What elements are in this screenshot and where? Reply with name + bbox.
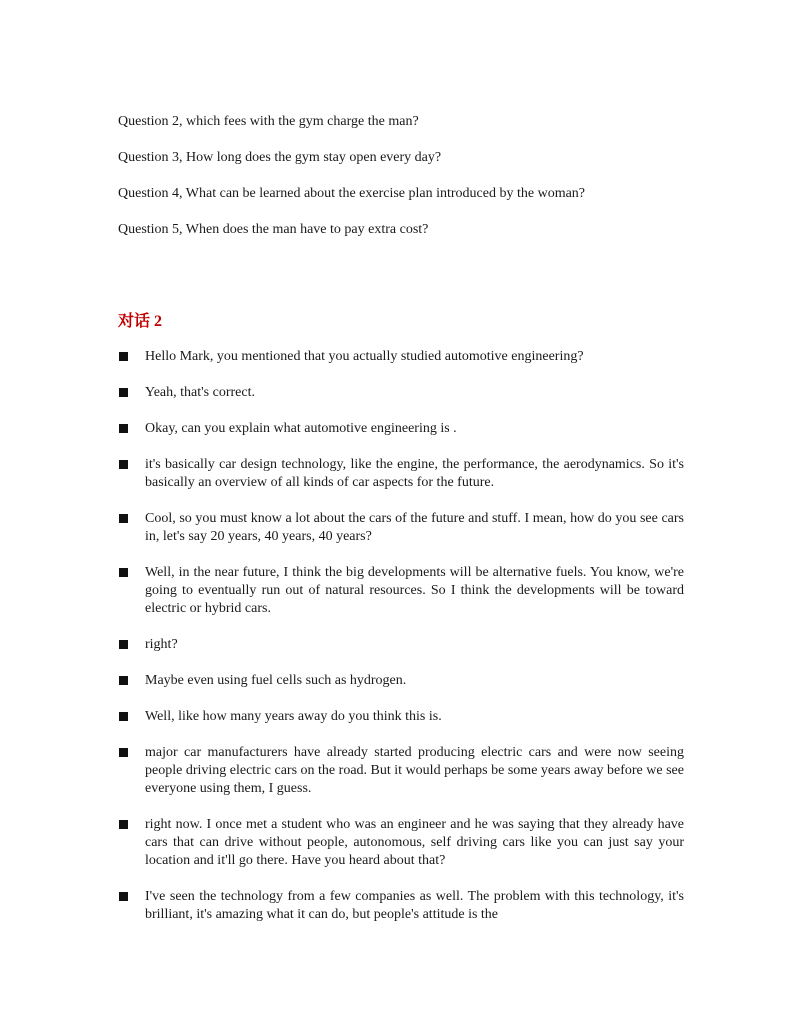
dialogue-line (118, 420, 684, 438)
dialogue-line (118, 636, 684, 654)
dialogue-line (118, 744, 684, 798)
square-bullet-icon (119, 514, 128, 523)
dialogue-line (118, 456, 684, 492)
square-bullet-icon (119, 640, 128, 649)
dialogue-line (118, 564, 684, 618)
square-bullet-icon (119, 568, 128, 577)
dialogue-heading: 对话 2 (118, 313, 163, 330)
dialogue-line (118, 510, 684, 546)
square-bullet-icon (119, 676, 128, 685)
dialogue-text: Hello Mark, you mentioned that you actually studied automotive engineering? (145, 349, 584, 364)
dialogue-line (118, 384, 684, 402)
square-bullet-icon (119, 460, 128, 469)
square-bullet-icon (119, 352, 128, 361)
square-bullet-icon (119, 712, 128, 721)
question-list (118, 112, 698, 256)
dialogue-text: Well, like how many years away do you think this is. (145, 709, 442, 724)
dialogue-list (118, 348, 684, 942)
square-bullet-icon (119, 424, 128, 433)
dialogue-text: Cool, so you must know a lot about the cars of the future and stuff. I mean, how do you see cars in, let's say 20 years, 40 years, 40 years? (145, 511, 684, 544)
question-item: Question 3, How long does the gym stay open every day? (118, 150, 442, 165)
question-item: Question 5, When does the man have to pay extra cost? (118, 222, 429, 237)
dialogue-text: it's basically car design technology, like the engine, the performance, the aerodynamics. So it's basically an overview of all kinds of car aspects for the future. (145, 457, 684, 490)
dialogue-text: Well, in the near future, I think the big developments will be alternative fuels. You know, we're going to eventually run out of natural resources. So I think the developments will be toward electric or hybrid cars. (145, 565, 684, 616)
dialogue-line (118, 348, 684, 366)
question-item: Question 2, which fees with the gym charge the man? (118, 114, 419, 129)
dialogue-text: right now. I once met a student who was an engineer and he was saying that they already have cars that can drive without people, autonomous, self driving cars like you can just say your location and it'll go there. Have you heard about that? (145, 817, 684, 868)
square-bullet-icon (119, 892, 128, 901)
square-bullet-icon (119, 388, 128, 397)
dialogue-line (118, 708, 684, 726)
dialogue-text: Okay, can you explain what automotive engineering is . (145, 421, 457, 436)
question-item: Question 4, What can be learned about the exercise plan introduced by the woman? (118, 186, 586, 201)
square-bullet-icon (119, 748, 128, 757)
dialogue-line (118, 888, 684, 924)
dialogue-text: Yeah, that's correct. (145, 385, 255, 400)
dialogue-line (118, 816, 684, 870)
dialogue-text: I've seen the technology from a few companies as well. The problem with this technology, it's brilliant, it's amazing what it can do, but people's attitude is the (145, 889, 684, 922)
dialogue-text: Maybe even using fuel cells such as hydrogen. (145, 673, 407, 688)
dialogue-line (118, 672, 684, 690)
dialogue-text: right? (145, 637, 178, 652)
square-bullet-icon (119, 820, 128, 829)
dialogue-text: major car manufacturers have already started producing electric cars and were now seeing people driving electric cars on the road. But it would perhaps be some years away before we see everyone using them, I guess. (145, 745, 684, 796)
